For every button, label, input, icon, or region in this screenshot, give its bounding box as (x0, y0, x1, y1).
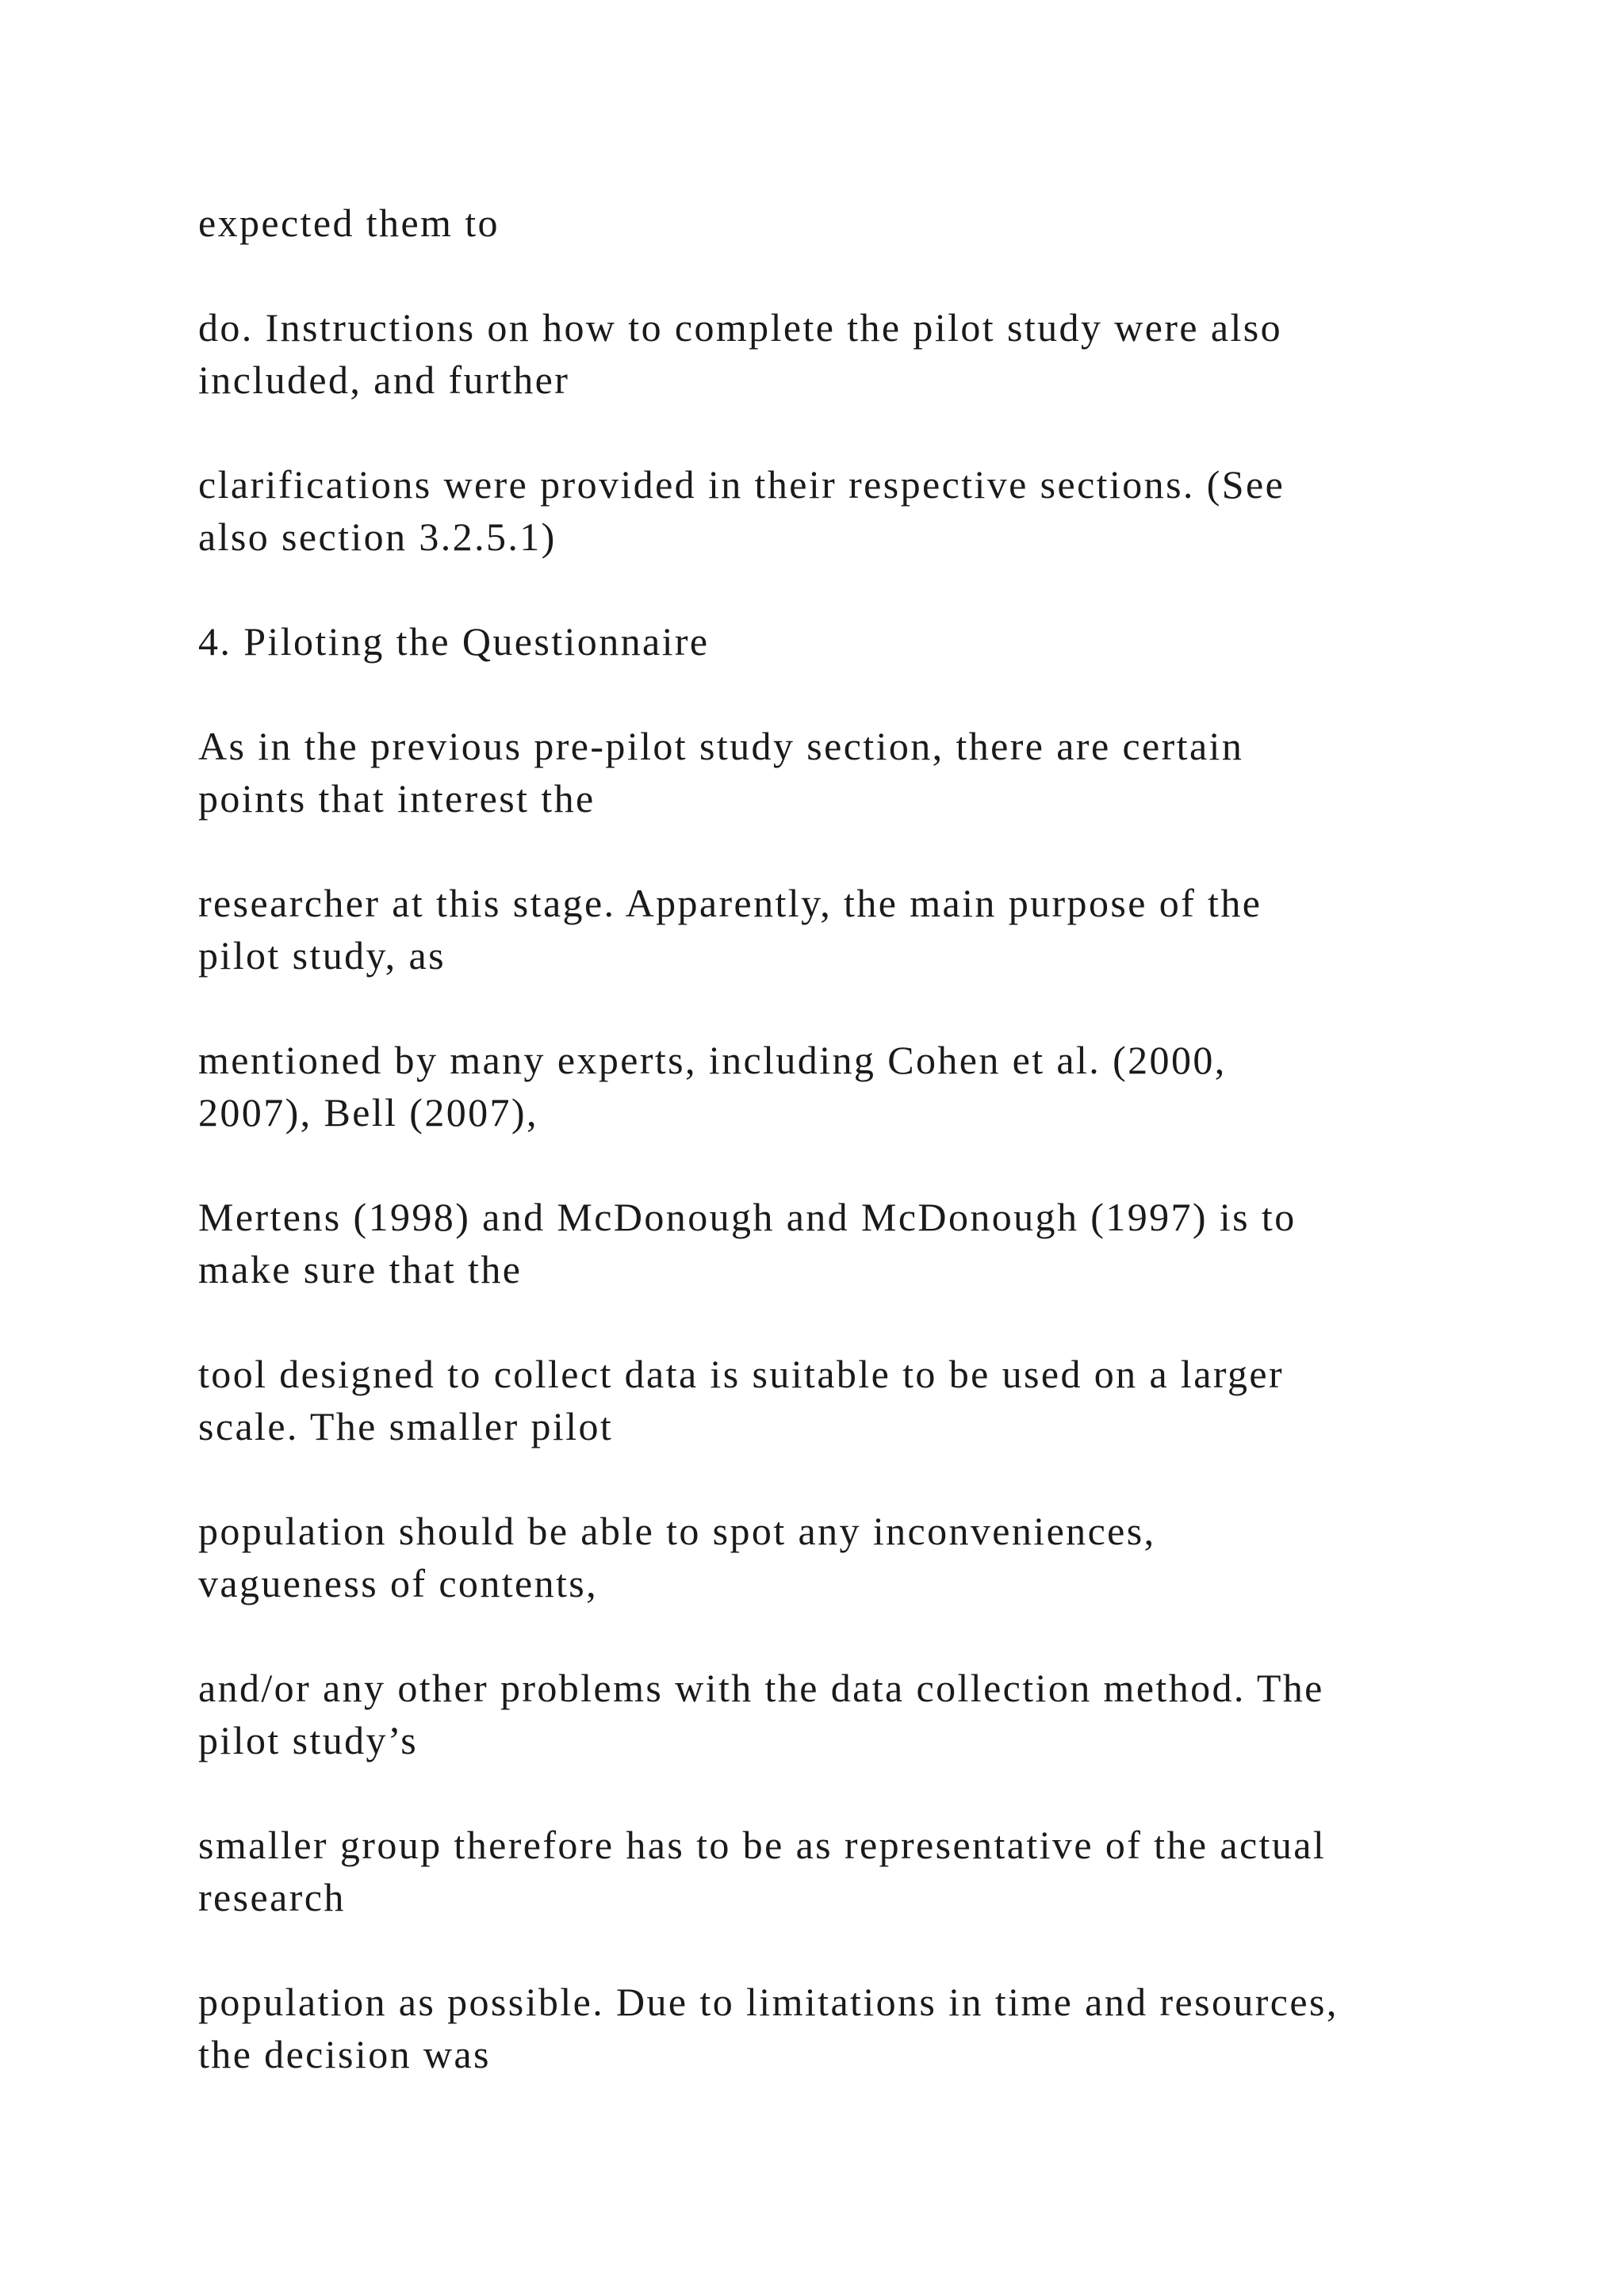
paragraph-13 (198, 1976, 1467, 2080)
text-line: As in the previous pre-pilot study section, there are certain (198, 724, 1244, 768)
paragraph-5 (198, 720, 1467, 825)
text-line: mentioned by many experts, including Cohen et al. (2000, (198, 1038, 1227, 1082)
section-heading (198, 615, 1467, 668)
text-line: make sure that the (198, 1247, 523, 1292)
text-line: and/or any other problems with the data collection method. The (198, 1666, 1324, 1710)
text-line: smaller group therefore has to be as representative of the actual (198, 1823, 1327, 1867)
text-line: 4. Piloting the Questionnaire (198, 619, 710, 664)
text-line: clarifications were provided in their respective sections. (See (198, 462, 1285, 507)
text-line: scale. The smaller pilot (198, 1404, 614, 1448)
paragraph-1 (198, 197, 1467, 249)
paragraph-3 (198, 458, 1467, 563)
paragraph-12 (198, 1819, 1467, 1923)
paragraph-8 (198, 1191, 1467, 1295)
text-line: researcher at this stage. Apparently, the main purpose of the (198, 881, 1262, 925)
text-line: included, and further (198, 358, 570, 402)
text-line: Mertens (1998) and McDonough and McDonough (1997) is to (198, 1195, 1297, 1239)
paragraph-6 (198, 877, 1467, 982)
text-line: also section 3.2.5.1) (198, 515, 557, 559)
paragraph-11 (198, 1662, 1467, 1766)
text-line: 2007), Bell (2007), (198, 1090, 538, 1135)
text-line: pilot study’s (198, 1718, 419, 1762)
text-line: tool designed to collect data is suitable to be used on a larger (198, 1352, 1285, 1396)
paragraph-7 (198, 1034, 1467, 1138)
text-line: expected them to (198, 201, 500, 245)
paragraph-2 (198, 301, 1467, 406)
text-line: population should be able to spot any inconveniences, (198, 1509, 1156, 1553)
text-line: vagueness of contents, (198, 1561, 599, 1605)
paragraph-9 (198, 1348, 1467, 1452)
text-line: population as possible. Due to limitations in time and resources, (198, 1980, 1339, 2024)
text-line: pilot study, as (198, 933, 446, 978)
text-line: research (198, 1875, 346, 1919)
text-line: the decision was (198, 2032, 491, 2076)
paragraph-10 (198, 1505, 1467, 1609)
text-line: points that interest the (198, 776, 596, 821)
text-line: do. Instructions on how to complete the pilot study were also (198, 305, 1283, 350)
document-body (198, 197, 1467, 2133)
